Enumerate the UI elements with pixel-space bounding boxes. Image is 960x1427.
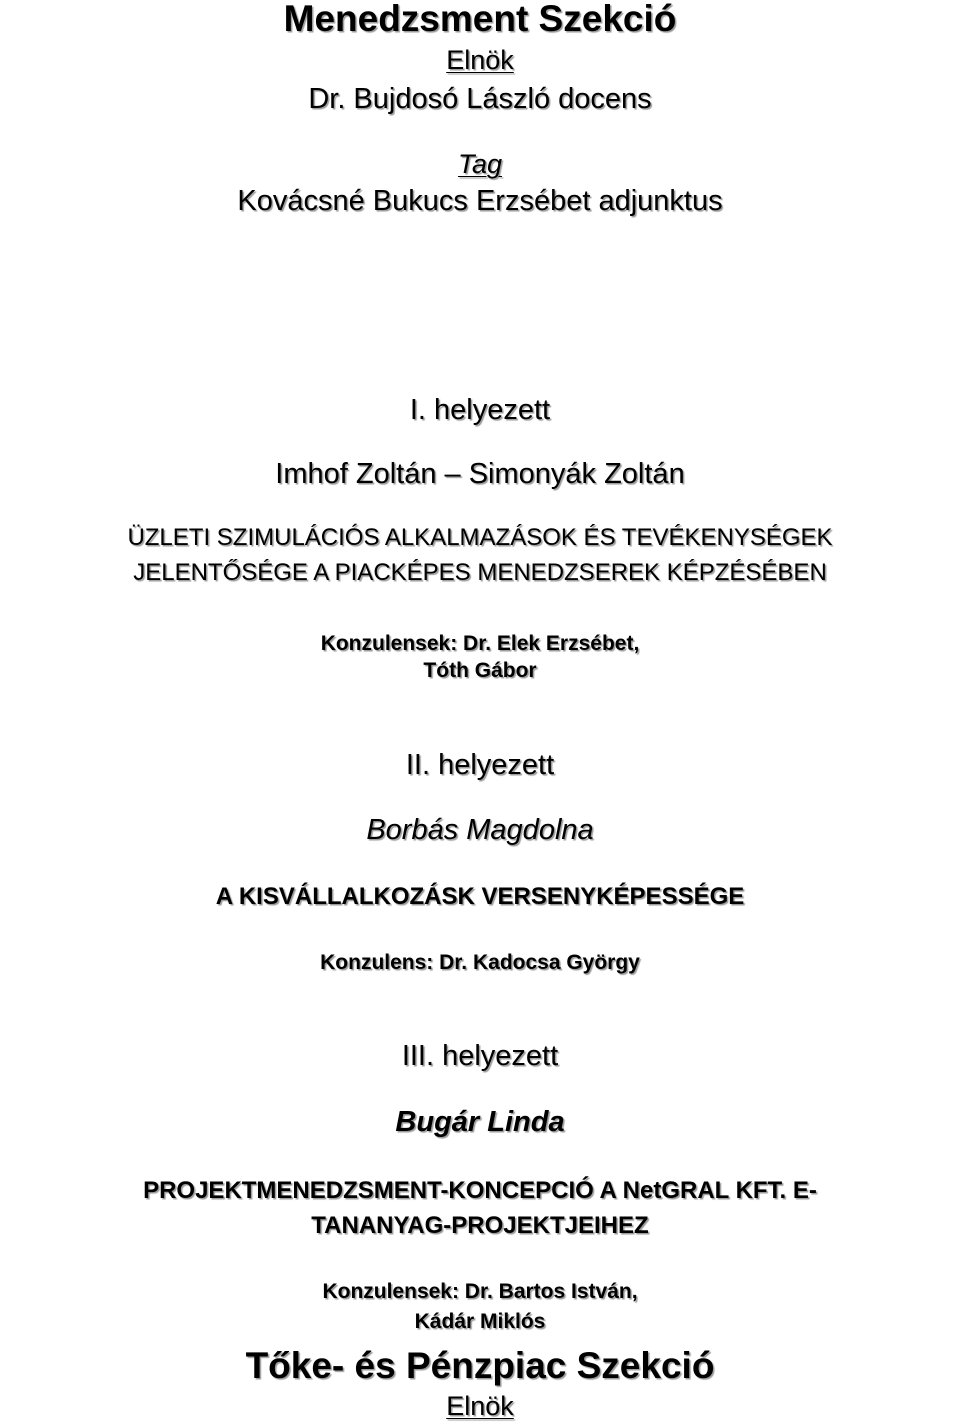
place-1-authors: Imhof Zoltán – Simonyák Zoltán (275, 458, 685, 490)
place-3-consultants-line1: Konzulensek: Dr. Bartos István, (322, 1280, 638, 1303)
chair-name: Dr. Bujdosó László docens (308, 83, 652, 115)
member-label: Tag (457, 149, 503, 179)
place-3-consultants-line2: Kádár Miklós (414, 1310, 546, 1333)
place-1-label: I. helyezett (409, 394, 551, 426)
place-3-label: III. helyezett (401, 1040, 559, 1072)
place-2-author: Borbás Magdolna (366, 814, 594, 846)
place-1-title-line2: JELENTŐSÉGE A PIACKÉPES MENEDZSEREK KÉPZÉSÉBEN (133, 559, 827, 586)
place-3-title-line2: TANANYAG-PROJEKTJEIHEZ (311, 1212, 649, 1239)
place-1-consultants-line2: Tóth Gábor (423, 659, 537, 682)
section-2-title: Tőke- és Pénzpiac Szekció (245, 1345, 715, 1386)
place-2-label: II. helyezett (405, 749, 555, 781)
member-name: Kovácsné Bukucs Erzsébet adjunktus (237, 185, 723, 217)
place-3-author: Bugár Linda (395, 1106, 565, 1138)
place-1-consultants-line1: Konzulensek: Dr. Elek Erzsébet, (320, 632, 640, 655)
chair-label: Elnök (446, 45, 514, 75)
section-title: Menedzsment Szekció (283, 0, 677, 39)
place-2-title: A KISVÁLLALKOZÁSK VERSENYKÉPESSÉGE (215, 883, 745, 910)
place-3-title-line1: PROJEKTMENEDZSMENT-KONCEPCIÓ A NetGRAL KFT. E- (143, 1177, 817, 1204)
place-2-consultant: Konzulens: Dr. Kadocsa György (320, 951, 640, 974)
place-1-title-line1: ÜZLETI SZIMULÁCIÓS ALKALMAZÁSOK ÉS TEVÉKENYSÉGEK (127, 524, 833, 551)
section-2-chair-label: Elnök (446, 1391, 514, 1421)
